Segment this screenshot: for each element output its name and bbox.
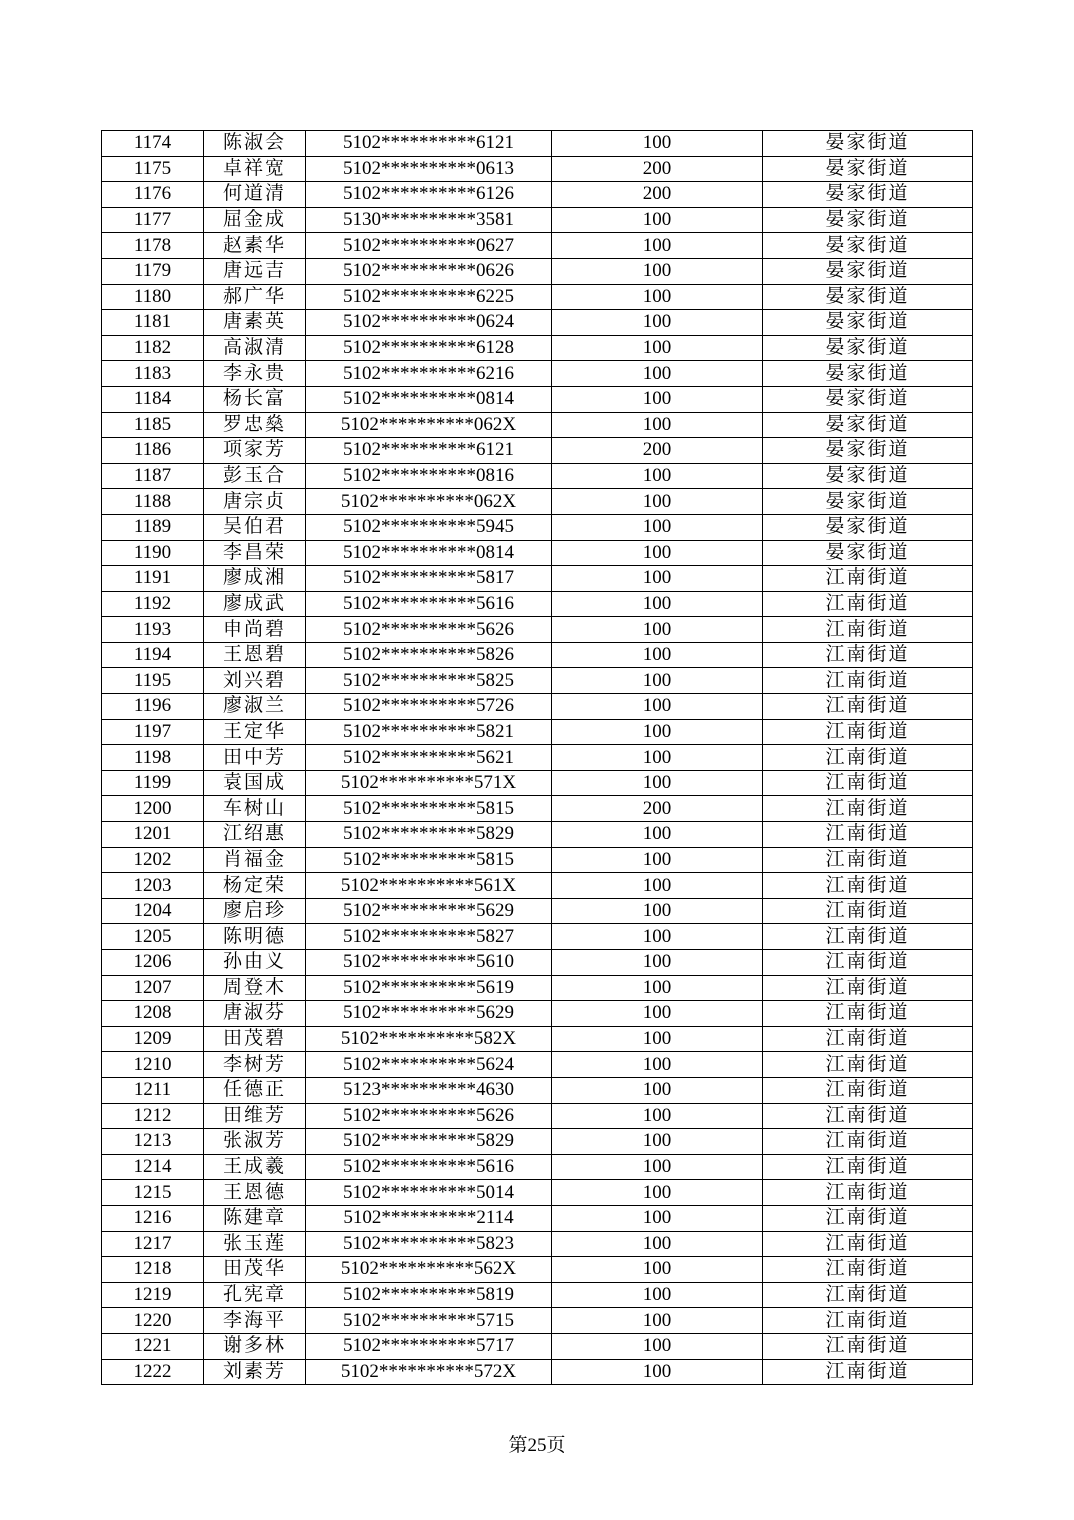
table-row bbox=[102, 898, 973, 924]
name-cell: 廖成湘 bbox=[204, 566, 306, 592]
street-cell: 晏家街道 bbox=[763, 386, 973, 412]
name-cell: 屈金成 bbox=[204, 207, 306, 233]
amount-cell: 100 bbox=[552, 950, 763, 976]
table-row bbox=[102, 514, 973, 540]
name-cell: 罗忠燊 bbox=[204, 412, 306, 438]
row-number-cell: 1221 bbox=[102, 1333, 204, 1359]
row-number-cell: 1192 bbox=[102, 591, 204, 617]
street-cell: 江南街道 bbox=[763, 796, 973, 822]
row-number-cell: 1176 bbox=[102, 182, 204, 208]
id-number-cell: 5102**********6225 bbox=[306, 284, 552, 310]
street-cell: 晏家街道 bbox=[763, 361, 973, 387]
table-row bbox=[102, 284, 973, 310]
amount-cell: 100 bbox=[552, 822, 763, 848]
amount-cell: 100 bbox=[552, 1077, 763, 1103]
row-number-cell: 1213 bbox=[102, 1129, 204, 1155]
street-cell: 江南街道 bbox=[763, 1205, 973, 1231]
name-cell: 杨长富 bbox=[204, 386, 306, 412]
row-number-cell: 1174 bbox=[102, 131, 204, 157]
table-row bbox=[102, 924, 973, 950]
name-cell: 项家芳 bbox=[204, 438, 306, 464]
table-row bbox=[102, 1231, 973, 1257]
table-row bbox=[102, 745, 973, 771]
name-cell: 张玉莲 bbox=[204, 1231, 306, 1257]
street-cell: 晏家街道 bbox=[763, 233, 973, 259]
row-number-cell: 1183 bbox=[102, 361, 204, 387]
id-number-cell: 5102**********5610 bbox=[306, 950, 552, 976]
amount-cell: 100 bbox=[552, 463, 763, 489]
row-number-cell: 1200 bbox=[102, 796, 204, 822]
amount-cell: 100 bbox=[552, 591, 763, 617]
row-number-cell: 1198 bbox=[102, 745, 204, 771]
row-number-cell: 1219 bbox=[102, 1282, 204, 1308]
name-cell: 王恩德 bbox=[204, 1180, 306, 1206]
table-row bbox=[102, 1359, 973, 1385]
id-number-cell: 5102**********5945 bbox=[306, 514, 552, 540]
street-cell: 江南街道 bbox=[763, 847, 973, 873]
street-cell: 晏家街道 bbox=[763, 207, 973, 233]
table-row bbox=[102, 1129, 973, 1155]
id-number-cell: 5102**********5629 bbox=[306, 898, 552, 924]
street-cell: 晏家街道 bbox=[763, 335, 973, 361]
name-cell: 田茂碧 bbox=[204, 1026, 306, 1052]
amount-cell: 100 bbox=[552, 694, 763, 720]
amount-cell: 100 bbox=[552, 1001, 763, 1027]
name-cell: 刘素芳 bbox=[204, 1359, 306, 1385]
id-number-cell: 5123**********4630 bbox=[306, 1077, 552, 1103]
row-number-cell: 1217 bbox=[102, 1231, 204, 1257]
row-number-cell: 1214 bbox=[102, 1154, 204, 1180]
amount-cell: 100 bbox=[552, 770, 763, 796]
id-number-cell: 5102**********5815 bbox=[306, 796, 552, 822]
table-row bbox=[102, 463, 973, 489]
street-cell: 江南街道 bbox=[763, 1052, 973, 1078]
street-cell: 江南街道 bbox=[763, 668, 973, 694]
row-number-cell: 1215 bbox=[102, 1180, 204, 1206]
street-cell: 晏家街道 bbox=[763, 284, 973, 310]
row-number-cell: 1208 bbox=[102, 1001, 204, 1027]
row-number-cell: 1202 bbox=[102, 847, 204, 873]
street-cell: 晏家街道 bbox=[763, 514, 973, 540]
id-number-cell: 5102**********6216 bbox=[306, 361, 552, 387]
table-row bbox=[102, 975, 973, 1001]
table-row bbox=[102, 438, 973, 464]
amount-cell: 100 bbox=[552, 540, 763, 566]
row-number-cell: 1184 bbox=[102, 386, 204, 412]
street-cell: 江南街道 bbox=[763, 898, 973, 924]
amount-cell: 100 bbox=[552, 668, 763, 694]
table-row bbox=[102, 566, 973, 592]
row-number-cell: 1201 bbox=[102, 822, 204, 848]
amount-cell: 200 bbox=[552, 182, 763, 208]
table-row bbox=[102, 1103, 973, 1129]
table-row bbox=[102, 694, 973, 720]
street-cell: 江南街道 bbox=[763, 950, 973, 976]
amount-cell: 100 bbox=[552, 1231, 763, 1257]
name-cell: 江绍惠 bbox=[204, 822, 306, 848]
table-row bbox=[102, 617, 973, 643]
row-number-cell: 1194 bbox=[102, 642, 204, 668]
amount-cell: 200 bbox=[552, 156, 763, 182]
row-number-cell: 1185 bbox=[102, 412, 204, 438]
table-row bbox=[102, 1052, 973, 1078]
name-cell: 田中芳 bbox=[204, 745, 306, 771]
name-cell: 唐淑芬 bbox=[204, 1001, 306, 1027]
amount-cell: 100 bbox=[552, 489, 763, 515]
street-cell: 江南街道 bbox=[763, 745, 973, 771]
table-row bbox=[102, 310, 973, 336]
row-number-cell: 1211 bbox=[102, 1077, 204, 1103]
id-number-cell: 5102**********5626 bbox=[306, 1103, 552, 1129]
row-number-cell: 1205 bbox=[102, 924, 204, 950]
row-number-cell: 1218 bbox=[102, 1257, 204, 1283]
row-number-cell: 1189 bbox=[102, 514, 204, 540]
table-row bbox=[102, 1282, 973, 1308]
row-number-cell: 1195 bbox=[102, 668, 204, 694]
name-cell: 王成羲 bbox=[204, 1154, 306, 1180]
name-cell: 李昌荣 bbox=[204, 540, 306, 566]
street-cell: 江南街道 bbox=[763, 1154, 973, 1180]
row-number-cell: 1220 bbox=[102, 1308, 204, 1334]
table-row bbox=[102, 1333, 973, 1359]
row-number-cell: 1180 bbox=[102, 284, 204, 310]
table-row bbox=[102, 335, 973, 361]
amount-cell: 100 bbox=[552, 924, 763, 950]
table-row bbox=[102, 156, 973, 182]
table-row bbox=[102, 591, 973, 617]
row-number-cell: 1177 bbox=[102, 207, 204, 233]
name-cell: 王定华 bbox=[204, 719, 306, 745]
amount-cell: 100 bbox=[552, 335, 763, 361]
amount-cell: 100 bbox=[552, 1282, 763, 1308]
table-row bbox=[102, 258, 973, 284]
id-number-cell: 5102**********062X bbox=[306, 489, 552, 515]
id-number-cell: 5102**********0816 bbox=[306, 463, 552, 489]
name-cell: 廖成武 bbox=[204, 591, 306, 617]
amount-cell: 100 bbox=[552, 258, 763, 284]
name-cell: 周登木 bbox=[204, 975, 306, 1001]
name-cell: 肖福金 bbox=[204, 847, 306, 873]
row-number-cell: 1187 bbox=[102, 463, 204, 489]
street-cell: 江南街道 bbox=[763, 1026, 973, 1052]
id-number-cell: 5102**********5829 bbox=[306, 1129, 552, 1155]
row-number-cell: 1188 bbox=[102, 489, 204, 515]
name-cell: 唐远吉 bbox=[204, 258, 306, 284]
amount-cell: 100 bbox=[552, 1257, 763, 1283]
name-cell: 刘兴碧 bbox=[204, 668, 306, 694]
id-number-cell: 5102**********6126 bbox=[306, 182, 552, 208]
id-number-cell: 5102**********0613 bbox=[306, 156, 552, 182]
id-number-cell: 5102**********5823 bbox=[306, 1231, 552, 1257]
table-row bbox=[102, 847, 973, 873]
id-number-cell: 5102**********562X bbox=[306, 1257, 552, 1283]
id-number-cell: 5102**********5715 bbox=[306, 1308, 552, 1334]
street-cell: 江南街道 bbox=[763, 1257, 973, 1283]
table-row bbox=[102, 1205, 973, 1231]
street-cell: 江南街道 bbox=[763, 617, 973, 643]
amount-cell: 100 bbox=[552, 1359, 763, 1385]
name-cell: 卓祥宽 bbox=[204, 156, 306, 182]
row-number-cell: 1204 bbox=[102, 898, 204, 924]
table-row bbox=[102, 1154, 973, 1180]
name-cell: 彭玉合 bbox=[204, 463, 306, 489]
name-cell: 赵素华 bbox=[204, 233, 306, 259]
id-number-cell: 5102**********5815 bbox=[306, 847, 552, 873]
row-number-cell: 1216 bbox=[102, 1205, 204, 1231]
amount-cell: 100 bbox=[552, 386, 763, 412]
id-number-cell: 5130**********3581 bbox=[306, 207, 552, 233]
street-cell: 江南街道 bbox=[763, 694, 973, 720]
amount-cell: 100 bbox=[552, 873, 763, 899]
roster-table bbox=[101, 130, 973, 1385]
id-number-cell: 5102**********582X bbox=[306, 1026, 552, 1052]
street-cell: 晏家街道 bbox=[763, 310, 973, 336]
id-number-cell: 5102**********5717 bbox=[306, 1333, 552, 1359]
name-cell: 吴伯君 bbox=[204, 514, 306, 540]
name-cell: 田维芳 bbox=[204, 1103, 306, 1129]
row-number-cell: 1207 bbox=[102, 975, 204, 1001]
table-row bbox=[102, 1001, 973, 1027]
id-number-cell: 5102**********572X bbox=[306, 1359, 552, 1385]
street-cell: 江南街道 bbox=[763, 1282, 973, 1308]
table-row bbox=[102, 796, 973, 822]
street-cell: 江南街道 bbox=[763, 822, 973, 848]
amount-cell: 100 bbox=[552, 1333, 763, 1359]
street-cell: 江南街道 bbox=[763, 1129, 973, 1155]
row-number-cell: 1199 bbox=[102, 770, 204, 796]
id-number-cell: 5102**********5829 bbox=[306, 822, 552, 848]
table-row bbox=[102, 719, 973, 745]
amount-cell: 100 bbox=[552, 719, 763, 745]
table-row bbox=[102, 873, 973, 899]
name-cell: 李树芳 bbox=[204, 1052, 306, 1078]
row-number-cell: 1222 bbox=[102, 1359, 204, 1385]
id-number-cell: 5102**********5619 bbox=[306, 975, 552, 1001]
amount-cell: 100 bbox=[552, 1308, 763, 1334]
name-cell: 谢多林 bbox=[204, 1333, 306, 1359]
row-number-cell: 1182 bbox=[102, 335, 204, 361]
amount-cell: 200 bbox=[552, 796, 763, 822]
street-cell: 晏家街道 bbox=[763, 156, 973, 182]
row-number-cell: 1212 bbox=[102, 1103, 204, 1129]
table-row bbox=[102, 412, 973, 438]
street-cell: 晏家街道 bbox=[763, 131, 973, 157]
id-number-cell: 5102**********6128 bbox=[306, 335, 552, 361]
amount-cell: 100 bbox=[552, 361, 763, 387]
street-cell: 江南街道 bbox=[763, 873, 973, 899]
name-cell: 孙由义 bbox=[204, 950, 306, 976]
table-row bbox=[102, 489, 973, 515]
id-number-cell: 5102**********5817 bbox=[306, 566, 552, 592]
amount-cell: 100 bbox=[552, 847, 763, 873]
name-cell: 陈建章 bbox=[204, 1205, 306, 1231]
amount-cell: 100 bbox=[552, 975, 763, 1001]
table-row bbox=[102, 207, 973, 233]
amount-cell: 100 bbox=[552, 514, 763, 540]
row-number-cell: 1196 bbox=[102, 694, 204, 720]
name-cell: 廖淑兰 bbox=[204, 694, 306, 720]
row-number-cell: 1186 bbox=[102, 438, 204, 464]
street-cell: 晏家街道 bbox=[763, 438, 973, 464]
table-row bbox=[102, 1026, 973, 1052]
name-cell: 陈明德 bbox=[204, 924, 306, 950]
name-cell: 张淑芳 bbox=[204, 1129, 306, 1155]
table-row bbox=[102, 668, 973, 694]
id-number-cell: 5102**********062X bbox=[306, 412, 552, 438]
id-number-cell: 5102**********5726 bbox=[306, 694, 552, 720]
id-number-cell: 5102**********0814 bbox=[306, 540, 552, 566]
id-number-cell: 5102**********5626 bbox=[306, 617, 552, 643]
table-row bbox=[102, 1077, 973, 1103]
id-number-cell: 5102**********561X bbox=[306, 873, 552, 899]
table-row bbox=[102, 1308, 973, 1334]
name-cell: 唐素英 bbox=[204, 310, 306, 336]
name-cell: 孔宪章 bbox=[204, 1282, 306, 1308]
street-cell: 晏家街道 bbox=[763, 463, 973, 489]
street-cell: 江南街道 bbox=[763, 1077, 973, 1103]
name-cell: 郝广华 bbox=[204, 284, 306, 310]
street-cell: 江南街道 bbox=[763, 1001, 973, 1027]
table-row bbox=[102, 642, 973, 668]
roster-table-body bbox=[102, 131, 973, 1385]
row-number-cell: 1190 bbox=[102, 540, 204, 566]
id-number-cell: 5102**********0624 bbox=[306, 310, 552, 336]
row-number-cell: 1197 bbox=[102, 719, 204, 745]
table-row bbox=[102, 950, 973, 976]
amount-cell: 100 bbox=[552, 745, 763, 771]
street-cell: 江南街道 bbox=[763, 1308, 973, 1334]
name-cell: 王恩碧 bbox=[204, 642, 306, 668]
street-cell: 晏家街道 bbox=[763, 182, 973, 208]
row-number-cell: 1206 bbox=[102, 950, 204, 976]
id-number-cell: 5102**********5616 bbox=[306, 1154, 552, 1180]
amount-cell: 100 bbox=[552, 412, 763, 438]
street-cell: 江南街道 bbox=[763, 1231, 973, 1257]
amount-cell: 100 bbox=[552, 566, 763, 592]
street-cell: 江南街道 bbox=[763, 1333, 973, 1359]
amount-cell: 100 bbox=[552, 617, 763, 643]
name-cell: 唐宗贞 bbox=[204, 489, 306, 515]
row-number-cell: 1203 bbox=[102, 873, 204, 899]
id-number-cell: 5102**********5624 bbox=[306, 1052, 552, 1078]
id-number-cell: 5102**********5819 bbox=[306, 1282, 552, 1308]
amount-cell: 100 bbox=[552, 207, 763, 233]
table-row bbox=[102, 540, 973, 566]
name-cell: 李海平 bbox=[204, 1308, 306, 1334]
row-number-cell: 1178 bbox=[102, 233, 204, 259]
id-number-cell: 5102**********5629 bbox=[306, 1001, 552, 1027]
name-cell: 廖启珍 bbox=[204, 898, 306, 924]
row-number-cell: 1191 bbox=[102, 566, 204, 592]
name-cell: 申尚碧 bbox=[204, 617, 306, 643]
id-number-cell: 5102**********5014 bbox=[306, 1180, 552, 1206]
name-cell: 任德正 bbox=[204, 1077, 306, 1103]
amount-cell: 100 bbox=[552, 1026, 763, 1052]
page-number: 第25页 bbox=[508, 1435, 566, 1456]
amount-cell: 100 bbox=[552, 642, 763, 668]
row-number-cell: 1210 bbox=[102, 1052, 204, 1078]
street-cell: 晏家街道 bbox=[763, 258, 973, 284]
amount-cell: 100 bbox=[552, 131, 763, 157]
table-row bbox=[102, 361, 973, 387]
table-row bbox=[102, 131, 973, 157]
id-number-cell: 5102**********5827 bbox=[306, 924, 552, 950]
amount-cell: 100 bbox=[552, 898, 763, 924]
amount-cell: 100 bbox=[552, 1129, 763, 1155]
id-number-cell: 5102**********0814 bbox=[306, 386, 552, 412]
amount-cell: 100 bbox=[552, 310, 763, 336]
id-number-cell: 5102**********2114 bbox=[306, 1205, 552, 1231]
amount-cell: 100 bbox=[552, 233, 763, 259]
amount-cell: 200 bbox=[552, 438, 763, 464]
table-row bbox=[102, 386, 973, 412]
street-cell: 江南街道 bbox=[763, 770, 973, 796]
row-number-cell: 1175 bbox=[102, 156, 204, 182]
street-cell: 江南街道 bbox=[763, 642, 973, 668]
id-number-cell: 5102**********5826 bbox=[306, 642, 552, 668]
amount-cell: 100 bbox=[552, 1052, 763, 1078]
amount-cell: 100 bbox=[552, 284, 763, 310]
row-number-cell: 1209 bbox=[102, 1026, 204, 1052]
street-cell: 江南街道 bbox=[763, 1180, 973, 1206]
amount-cell: 100 bbox=[552, 1103, 763, 1129]
id-number-cell: 5102**********5821 bbox=[306, 719, 552, 745]
name-cell: 袁国成 bbox=[204, 770, 306, 796]
row-number-cell: 1179 bbox=[102, 258, 204, 284]
street-cell: 江南街道 bbox=[763, 924, 973, 950]
street-cell: 江南街道 bbox=[763, 719, 973, 745]
street-cell: 江南街道 bbox=[763, 1103, 973, 1129]
id-number-cell: 5102**********0626 bbox=[306, 258, 552, 284]
id-number-cell: 5102**********5621 bbox=[306, 745, 552, 771]
amount-cell: 100 bbox=[552, 1180, 763, 1206]
name-cell: 田茂华 bbox=[204, 1257, 306, 1283]
amount-cell: 100 bbox=[552, 1205, 763, 1231]
name-cell: 李永贵 bbox=[204, 361, 306, 387]
street-cell: 江南街道 bbox=[763, 1359, 973, 1385]
amount-cell: 100 bbox=[552, 1154, 763, 1180]
street-cell: 晏家街道 bbox=[763, 540, 973, 566]
street-cell: 晏家街道 bbox=[763, 489, 973, 515]
name-cell: 高淑清 bbox=[204, 335, 306, 361]
id-number-cell: 5102**********571X bbox=[306, 770, 552, 796]
row-number-cell: 1181 bbox=[102, 310, 204, 336]
id-number-cell: 5102**********6121 bbox=[306, 131, 552, 157]
street-cell: 江南街道 bbox=[763, 566, 973, 592]
table-row bbox=[102, 233, 973, 259]
name-cell: 杨定荣 bbox=[204, 873, 306, 899]
street-cell: 晏家街道 bbox=[763, 412, 973, 438]
table-row bbox=[102, 1257, 973, 1283]
name-cell: 陈淑会 bbox=[204, 131, 306, 157]
table-row bbox=[102, 182, 973, 208]
street-cell: 江南街道 bbox=[763, 591, 973, 617]
id-number-cell: 5102**********5825 bbox=[306, 668, 552, 694]
street-cell: 江南街道 bbox=[763, 975, 973, 1001]
id-number-cell: 5102**********6121 bbox=[306, 438, 552, 464]
name-cell: 车树山 bbox=[204, 796, 306, 822]
table-row bbox=[102, 770, 973, 796]
table-row bbox=[102, 1180, 973, 1206]
id-number-cell: 5102**********5616 bbox=[306, 591, 552, 617]
id-number-cell: 5102**********0627 bbox=[306, 233, 552, 259]
table-row bbox=[102, 822, 973, 848]
row-number-cell: 1193 bbox=[102, 617, 204, 643]
name-cell: 何道清 bbox=[204, 182, 306, 208]
